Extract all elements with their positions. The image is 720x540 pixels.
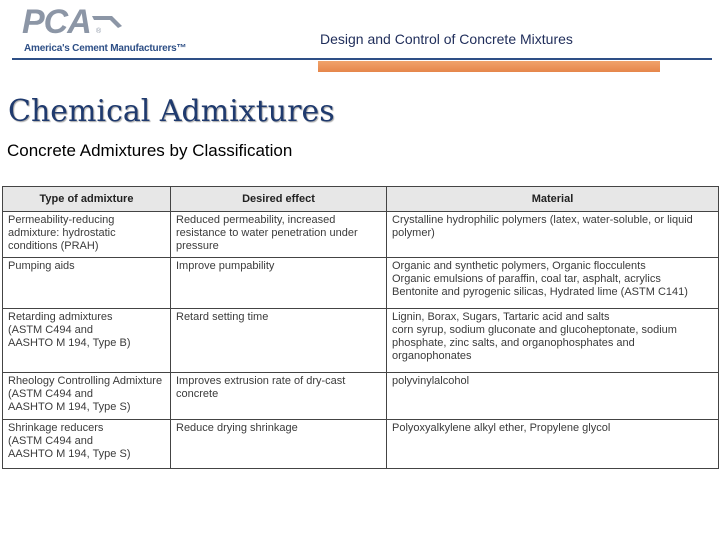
table-row	[3, 373, 719, 420]
cell-line: AASHTO M 194, Type S)	[8, 401, 131, 413]
cell-line: Lignin, Borax, Sugars, Tartaric acid and salts	[392, 311, 610, 323]
header-material: Material	[387, 187, 719, 212]
cell-material	[387, 309, 719, 373]
cell-line: pressure	[176, 240, 219, 252]
table-row	[3, 309, 719, 373]
cell-material	[387, 420, 719, 469]
slide-subtitle: Concrete Admixtures by Classification	[7, 141, 293, 160]
cell-line: (ASTM C494 and	[8, 435, 93, 447]
cell-effect	[171, 258, 387, 309]
table-row	[3, 212, 719, 258]
header-type: Type of admixture	[3, 187, 171, 212]
cell-type	[3, 309, 171, 373]
cell-line: Organic emulsions of paraffin, coal tar, asphalt, acrylics	[392, 273, 661, 285]
logo-mark: PCA	[22, 3, 91, 41]
cell-effect	[171, 420, 387, 469]
cell-line: polymer)	[392, 227, 435, 239]
cell-material	[387, 258, 719, 309]
cell-line: Reduced permeability, increased	[176, 214, 336, 226]
header-accent-bar	[318, 61, 660, 72]
cell-line: (ASTM C494 and	[8, 324, 93, 336]
cell-line: concrete	[176, 388, 219, 400]
cell-line: conditions (PRAH)	[8, 240, 99, 252]
cell-material	[387, 373, 719, 420]
cell-line: organophonates	[392, 350, 472, 362]
cell-type	[3, 258, 171, 309]
header-rule	[12, 58, 712, 60]
cell-line: phosphate, zinc salts, and organophosphates and	[392, 337, 635, 349]
cell-type	[3, 212, 171, 258]
header-title: Design and Control of Concrete Mixtures	[320, 31, 573, 47]
cell-line: polyvinylalcohol	[392, 375, 470, 387]
cell-line: AASHTO M 194, Type S)	[8, 448, 131, 460]
logo-tagline: America's Cement Manufacturers™	[24, 43, 187, 54]
header-effect: Desired effect	[171, 187, 387, 212]
cell-line: Rheology Controlling Admixture	[8, 375, 163, 387]
cell-line: Shrinkage reducers	[8, 422, 104, 434]
cell-line: Permeability-reducing	[8, 214, 115, 226]
cell-effect	[171, 309, 387, 373]
table-header-row	[3, 187, 719, 212]
cell-line: admixture: hydrostatic	[8, 227, 116, 239]
cell-line: Polyoxyalkylene alkyl ether, Propylene glycol	[392, 422, 611, 434]
cell-line: Improves extrusion rate of dry-cast	[176, 375, 346, 387]
cell-effect	[171, 373, 387, 420]
logo-registered: ®	[96, 28, 102, 35]
cell-line: corn syrup, sodium gluconate and glucoheptonate, sodium	[392, 324, 677, 336]
cell-line: Reduce drying shrinkage	[176, 422, 298, 434]
cell-line: Bentonite and pyrogenic silicas, Hydrated lime (ASTM C141)	[392, 286, 688, 298]
cell-effect	[171, 212, 387, 258]
admixtures-table	[2, 186, 719, 469]
table-row	[3, 258, 719, 309]
cell-type	[3, 420, 171, 469]
cell-line: Retard setting time	[176, 311, 269, 323]
cell-line: (ASTM C494 and	[8, 388, 93, 400]
cell-line: Pumping aids	[8, 260, 75, 272]
cell-type	[3, 373, 171, 420]
cell-line: Crystalline hydrophilic polymers (latex, water-soluble, or liquid	[392, 214, 693, 226]
cell-line: resistance to water penetration under	[176, 227, 358, 239]
cell-material	[387, 212, 719, 258]
pca-logo	[22, 4, 212, 56]
slide-title: Chemical Admixtures	[8, 94, 335, 129]
table-row	[3, 420, 719, 469]
cell-line: Organic and synthetic polymers, Organic flocculents	[392, 260, 646, 272]
cell-line: AASHTO M 194, Type B)	[8, 337, 131, 349]
cell-line: Improve pumpability	[176, 260, 275, 272]
cell-line: Retarding admixtures	[8, 311, 113, 323]
